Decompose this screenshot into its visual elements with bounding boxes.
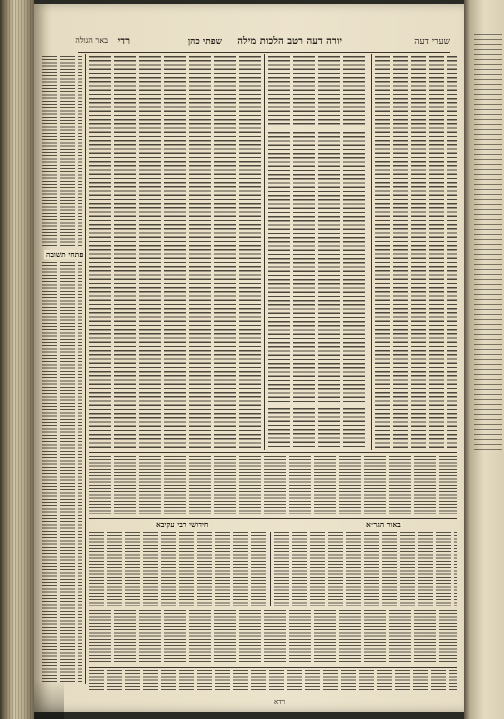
lower-right-heading: באור הגר״א [366,520,401,529]
bottom-notes [89,610,457,664]
mid-left-heading: פתחי תשובה [46,250,84,259]
header-title: יורה דעה רטב הלכות מילה [237,36,342,47]
footnotes [89,670,457,692]
lower-right-column [274,532,457,606]
column-divider-lower [270,532,271,606]
next-page-edge [464,0,504,719]
main-text-lower [268,408,368,450]
book-page [34,4,464,712]
header-parsha: שפתי כהן [187,37,222,47]
main-text-body [268,132,368,402]
column-divider-2 [264,54,265,450]
lower-left-heading: חידושי רבי עקיבא [156,520,209,529]
band-rule-bottom [89,518,457,519]
page-header [75,34,450,53]
column-divider-1 [85,54,86,684]
lower-left-column [89,532,267,606]
wide-commentary-band [89,456,457,514]
marginal-column-bottom [42,262,82,682]
header-side-label: באר הגולה [75,36,108,45]
previous-page-edge [0,0,34,719]
page-leaves [6,0,32,719]
commentary-column-left [89,56,261,450]
footer-page-number: רדא [274,698,286,706]
main-text-top [268,56,368,126]
header-page-label: שערי דעה [414,37,450,47]
page-shadow [34,680,64,719]
commentary-column-right [375,56,457,450]
next-page-text [474,30,502,450]
band-rule-top [89,452,457,453]
marginal-column-top [42,56,82,246]
footnote-rule [89,667,457,668]
header-page-number: רדי [117,36,130,47]
column-divider-3 [371,54,372,450]
